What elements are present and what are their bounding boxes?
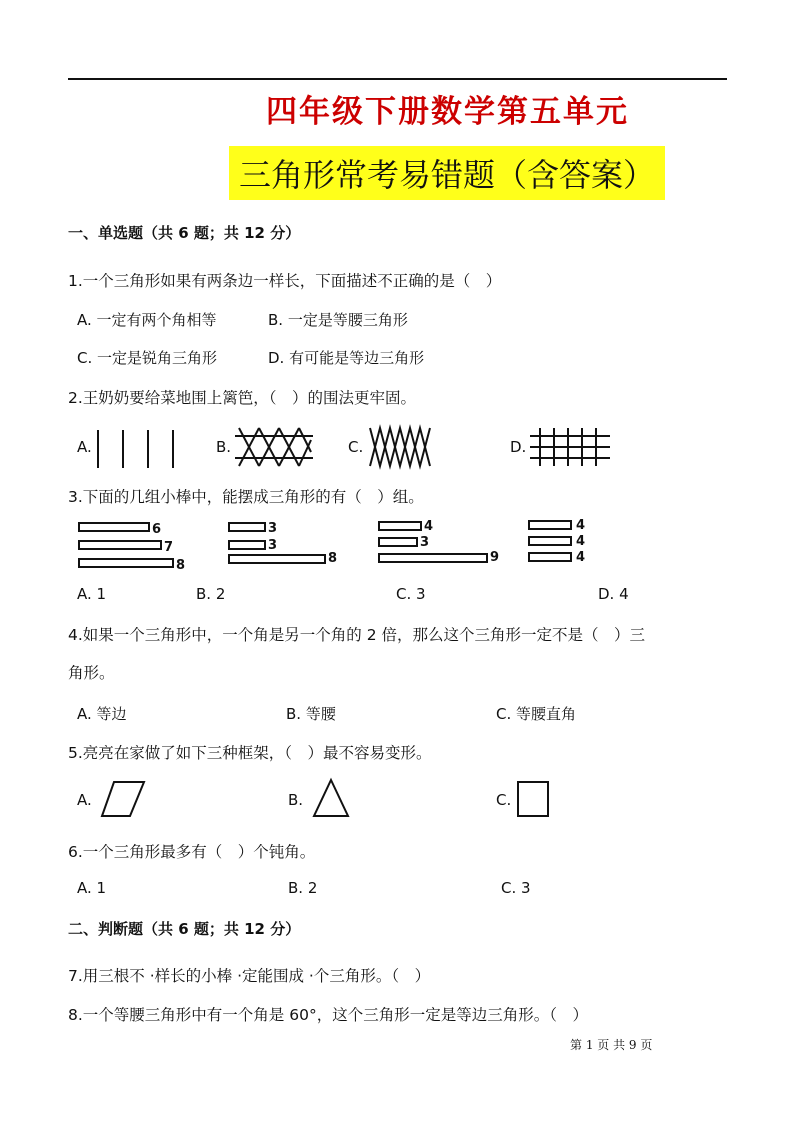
rectangle-frame-figure xyxy=(516,780,550,818)
q2-option-c[interactable]: C. xyxy=(348,438,364,456)
stick-2b-length: 3 xyxy=(268,538,278,553)
section-heading-true-false: 二、判断题（共 6 题；共 12 分） xyxy=(68,920,301,938)
question-1: 1.一个三角形如果有两条边一样长，下面描述不正确的是（ ） xyxy=(68,272,502,290)
question-5: 5.亮亮在家做了如下三种框架，（ ）最不容易变形。 xyxy=(68,744,432,762)
section-heading-single-choice: 一、单选题（共 6 题；共 12 分） xyxy=(68,224,301,242)
parallelogram-frame-figure xyxy=(100,780,146,818)
top-rule xyxy=(68,78,727,80)
q1-option-d[interactable]: D. 有可能是等边三角形 xyxy=(268,349,425,367)
q1-option-a[interactable]: A. 一定有两个角相等 xyxy=(77,311,217,329)
q5-option-a[interactable]: A. xyxy=(77,791,92,809)
stick-2a-length: 3 xyxy=(268,521,278,536)
stick-4b-length: 4 xyxy=(576,534,586,549)
q4-option-a[interactable]: A. 等边 xyxy=(77,705,127,723)
triangle-frame-figure xyxy=(312,778,350,818)
q3-option-c[interactable]: C. 3 xyxy=(396,585,426,603)
q6-option-c[interactable]: C. 3 xyxy=(501,879,531,897)
stick-1c-length: 8 xyxy=(176,558,186,573)
fence-vertical-figure xyxy=(96,428,180,470)
q1-option-c[interactable]: C. 一定是锐角三角形 xyxy=(77,349,218,367)
q6-option-a[interactable]: A. 1 xyxy=(77,879,107,897)
stick-group-2 xyxy=(228,522,338,570)
q2-option-a[interactable]: A. xyxy=(77,438,92,456)
q4-option-b[interactable]: B. 等腰 xyxy=(286,705,336,723)
stick-group-3 xyxy=(378,521,498,569)
q5-option-c[interactable]: C. xyxy=(496,791,512,809)
question-2: 2.王奶奶要给菜地围上篱笆，（ ）的围法更牢固。 xyxy=(68,389,417,407)
stick-1b-length: 7 xyxy=(164,540,174,555)
stick-3a-length: 4 xyxy=(424,519,434,534)
q2-option-d[interactable]: D. xyxy=(510,438,527,456)
title-line-1: 四年级下册数学第五单元 xyxy=(266,94,629,130)
question-8: 8.一个等腰三角形中有一个角是 60°，这个三角形一定是等边三角形。（ ） xyxy=(68,1006,588,1024)
q4-option-c[interactable]: C. 等腰直角 xyxy=(496,705,577,723)
title-line-2: 三角形常考易错题（含答案） xyxy=(229,146,665,200)
question-7: 7.用三根不 ·样长的小棒 ·定能围成 ·个三角形。（ ） xyxy=(68,967,431,985)
q3-option-a[interactable]: A. 1 xyxy=(77,585,107,603)
q6-option-b[interactable]: B. 2 xyxy=(288,879,318,897)
fence-zigzag-figure xyxy=(368,426,434,468)
q3-option-b[interactable]: B. 2 xyxy=(196,585,226,603)
question-4-line-2: 角形。 xyxy=(68,664,115,682)
stick-1a-length: 6 xyxy=(152,522,162,537)
stick-4c-length: 4 xyxy=(576,550,586,565)
question-3: 3.下面的几组小棒中，能摆成三角形的有（ ）组。 xyxy=(68,488,424,506)
stick-3c-length: 9 xyxy=(490,550,500,565)
stick-3b-length: 3 xyxy=(420,535,430,550)
stick-2c-length: 8 xyxy=(328,551,338,566)
fence-cross-with-rails-figure xyxy=(233,426,315,468)
fence-grid-figure xyxy=(528,426,612,468)
q1-option-b[interactable]: B. 一定是等腰三角形 xyxy=(268,311,408,329)
stick-4a-length: 4 xyxy=(576,518,586,533)
q3-option-d[interactable]: D. 4 xyxy=(598,585,629,603)
page-number: 第 1 页 共 9 页 xyxy=(570,1038,653,1052)
q5-option-b[interactable]: B. xyxy=(288,791,304,809)
question-4-line-1: 4.如果一个三角形中，一个角是另一个角的 2 倍，那么这个三角形一定不是（ ）三 xyxy=(68,626,646,644)
question-6: 6.一个三角形最多有（ ）个钝角。 xyxy=(68,843,316,861)
q2-option-b[interactable]: B. xyxy=(216,438,232,456)
